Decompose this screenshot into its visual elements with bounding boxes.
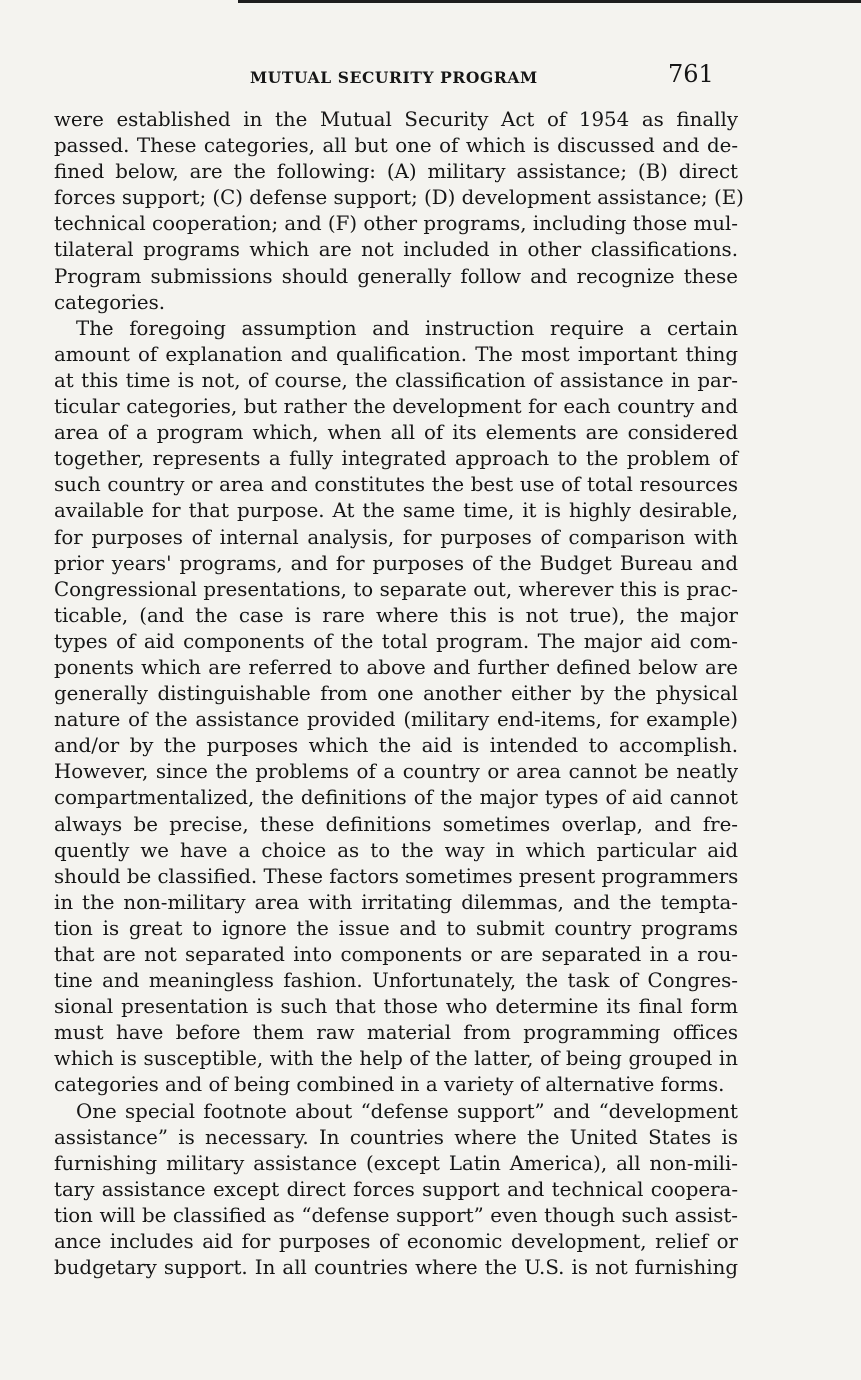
paragraph-foregoing-assumption <box>54 316 738 1099</box>
running-head: MUTUAL SECURITY PROGRAM <box>250 68 538 87</box>
text-line: which is susceptible, with the help of the latter, of being grouped in <box>54 1047 738 1071</box>
text-line: available for that purpose. At the same time, it is highly desirable, <box>54 499 738 523</box>
text-line: Congressional presentations, to separate out, wherever this is prac- <box>54 577 738 601</box>
text-line: categories. <box>54 290 166 314</box>
text-line: technical cooperation; and (F) other programs, including those mul- <box>54 212 738 236</box>
text-line: should be classified. These factors sometimes present programmers <box>54 864 739 888</box>
text-line: in the non-military area with irritating dilemmas, and the tempta- <box>54 890 738 914</box>
text-line: tary assistance except direct forces support and technical coopera- <box>54 1177 738 1201</box>
text-line: tion will be classified as “defense support” even though such assist- <box>54 1203 738 1227</box>
text-line: tilateral programs which are not included in other classifications. <box>54 238 738 262</box>
text-line: types of aid components of the total program. The major aid com- <box>54 629 738 653</box>
text-line: for purposes of internal analysis, for purposes of comparison with <box>54 525 738 549</box>
text-line: assistance” is necessary. In countries where the United States is <box>54 1125 738 1149</box>
text-line: furnishing military assistance (except Latin America), all non-mili- <box>54 1151 738 1175</box>
text-line: ticular categories, but rather the development for each country and <box>54 395 738 419</box>
text-line: quently we have a choice as to the way in which particular aid <box>54 838 738 862</box>
text-line: at this time is not, of course, the classification of assistance in par- <box>54 368 738 392</box>
text-line: categories and of being combined in a variety of alternative forms. <box>54 1073 725 1097</box>
text-line: ponents which are referred to above and further defined below are <box>54 655 738 679</box>
text-line: The foregoing assumption and instruction require a certain <box>76 316 738 340</box>
top-border-rule <box>238 0 861 3</box>
text-line: and/or by the purposes which the aid is intended to accomplish. <box>54 734 738 758</box>
text-line: forces support; (C) defense support; (D) development assistance; (E) <box>54 186 744 210</box>
text-line: always be precise, these definitions sometimes overlap, and fre- <box>54 812 738 836</box>
text-line: that are not separated into components or are separated in a rou- <box>54 943 738 966</box>
paragraph-special-footnote <box>54 1099 738 1282</box>
text-line: sional presentation is such that those who determine its final form <box>54 995 738 1019</box>
text-line: such country or area and constitutes the best use of total resources <box>54 473 738 497</box>
text-line: tine and meaningless fashion. Unfortunately, the task of Congres- <box>54 969 738 993</box>
text-line: passed. These categories, all but one of which is discussed and de- <box>54 134 738 158</box>
text-line: ticable, (and the case is rare where this is not true), the major <box>54 603 738 627</box>
text-line: together, represents a fully integrated approach to the problem of <box>54 447 738 471</box>
text-line: area of a program which, when all of its elements are considered <box>54 421 738 445</box>
text-line: compartmentalized, the definitions of the major types of aid cannot <box>54 786 738 810</box>
text-line: generally distinguishable from one another either by the physical <box>54 682 738 706</box>
body-text <box>54 107 744 1281</box>
paragraph-continued <box>54 107 744 316</box>
text-line: ance includes aid for purposes of economic development, relief or <box>54 1230 738 1254</box>
text-line: budgetary support. In all countries where the U.S. is not furnishing <box>54 1256 738 1280</box>
text-line: One special footnote about “defense support” and “development <box>76 1099 738 1123</box>
text-line: However, since the problems of a country or area cannot be neatly <box>54 760 738 784</box>
text-line: amount of explanation and qualification. The most important thing <box>54 342 738 366</box>
text-line: tion is great to ignore the issue and to submit country programs <box>54 916 738 940</box>
text-line: fined below, are the following: (A) military assistance; (B) direct <box>54 160 738 184</box>
text-line: prior years' programs, and for purposes of the Budget Bureau and <box>54 551 738 575</box>
page-number: 761 <box>668 60 714 88</box>
text-line: were established in the Mutual Security Act of 1954 as finally <box>54 108 738 131</box>
text-line: Program submissions should generally follow and recognize these <box>54 264 738 288</box>
text-line: must have before them raw material from programming offices <box>54 1021 738 1045</box>
text-line: nature of the assistance provided (military end-items, for example) <box>54 708 738 732</box>
